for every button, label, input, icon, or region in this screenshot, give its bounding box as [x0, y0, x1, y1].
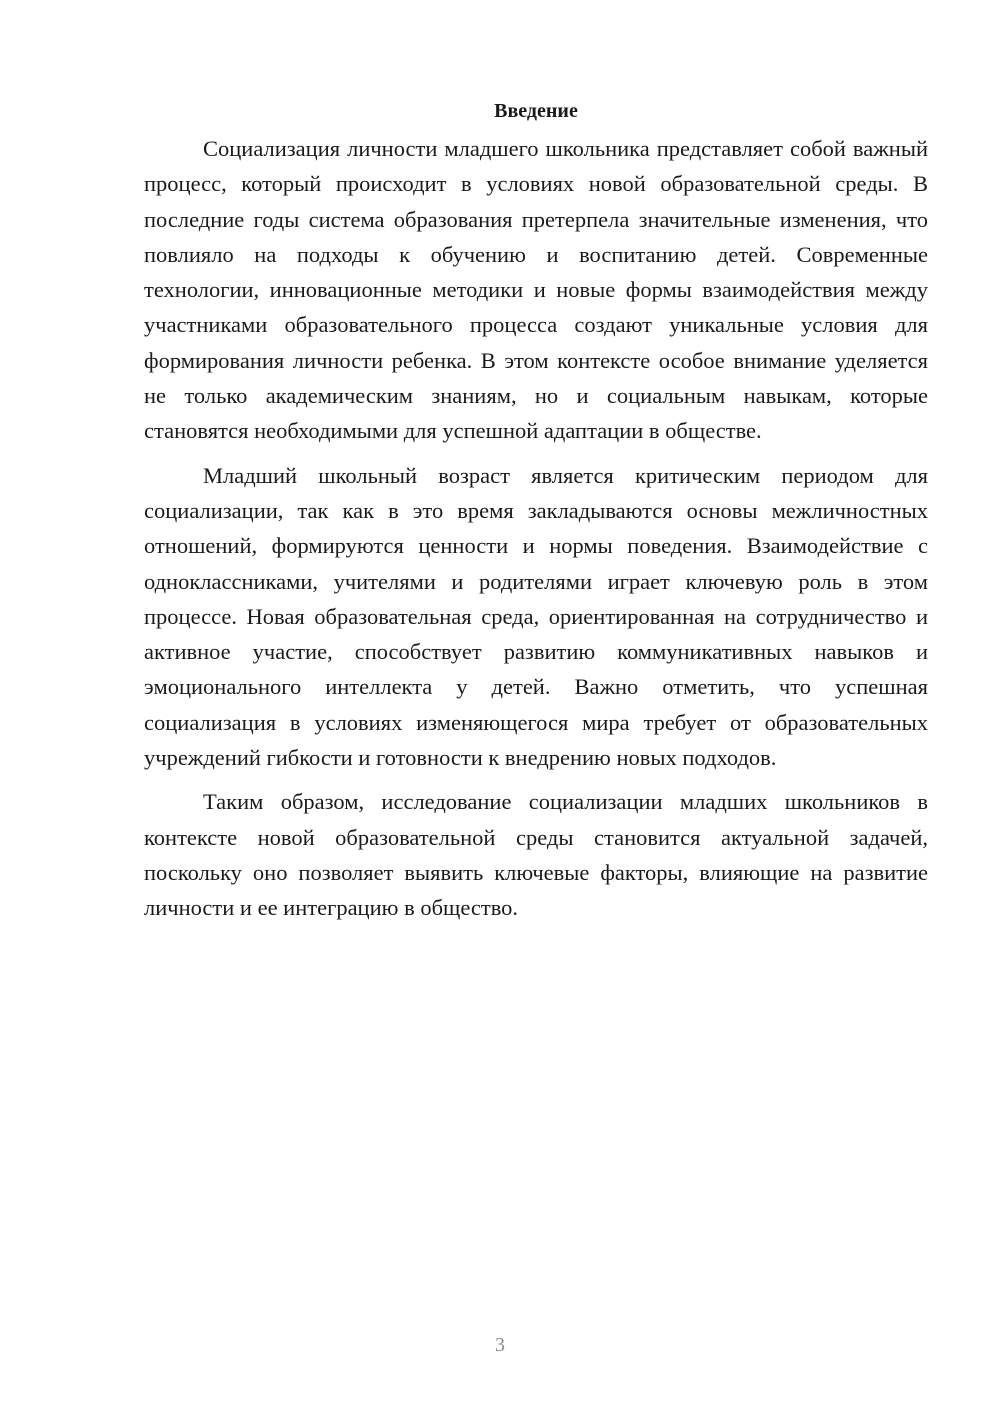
- paragraph-3: Таким образом, исследование социализации младших школьников в контексте новой образовательной среды становится актуальной задачей, поскольку оно позволяет выявить ключевые факторы, влияющие на развитие личности и ее интеграцию в общество.: [144, 789, 928, 921]
- paragraph-2: Младший школьный возраст является критическим периодом для социализации, так как в это время закладываются основы межличностных отношений, формируются ценности и нормы поведения. Взаимодействие с одноклассниками, учителями и родителями играет ключевую роль в этом процессе. Новая образовательная среда, ориентированная на сотрудничество и активное участие, способствует развитию коммуникативных навыков и эмоционального интеллекта у детей. Важно отметить, что успешная социализация в условиях изменяющегося мира требует от образовательных учреждений гибкости и готовности к внедрению новых подходов.: [144, 462, 928, 771]
- page-content: [144, 95, 928, 926]
- page-number: 3: [495, 1334, 505, 1356]
- paragraph-1: Социализация личности младшего школьника представляет собой важный процесс, который происходит в условиях новой образовательной среды. В последние годы система образования претерпела значительные изменения, что повлияло на подходы к обучению и воспитанию детей. Современные технологии, инновационные методики и новые формы взаимодействия между участниками образовательного процесса создают уникальные условия для формирования личности ребенка. В этом контексте особое внимание уделяется не только академическим знаниям, но и социальным навыкам, которые становятся необходимыми для успешной адаптации в обществе.: [144, 136, 928, 444]
- section-title: Введение: [494, 100, 578, 122]
